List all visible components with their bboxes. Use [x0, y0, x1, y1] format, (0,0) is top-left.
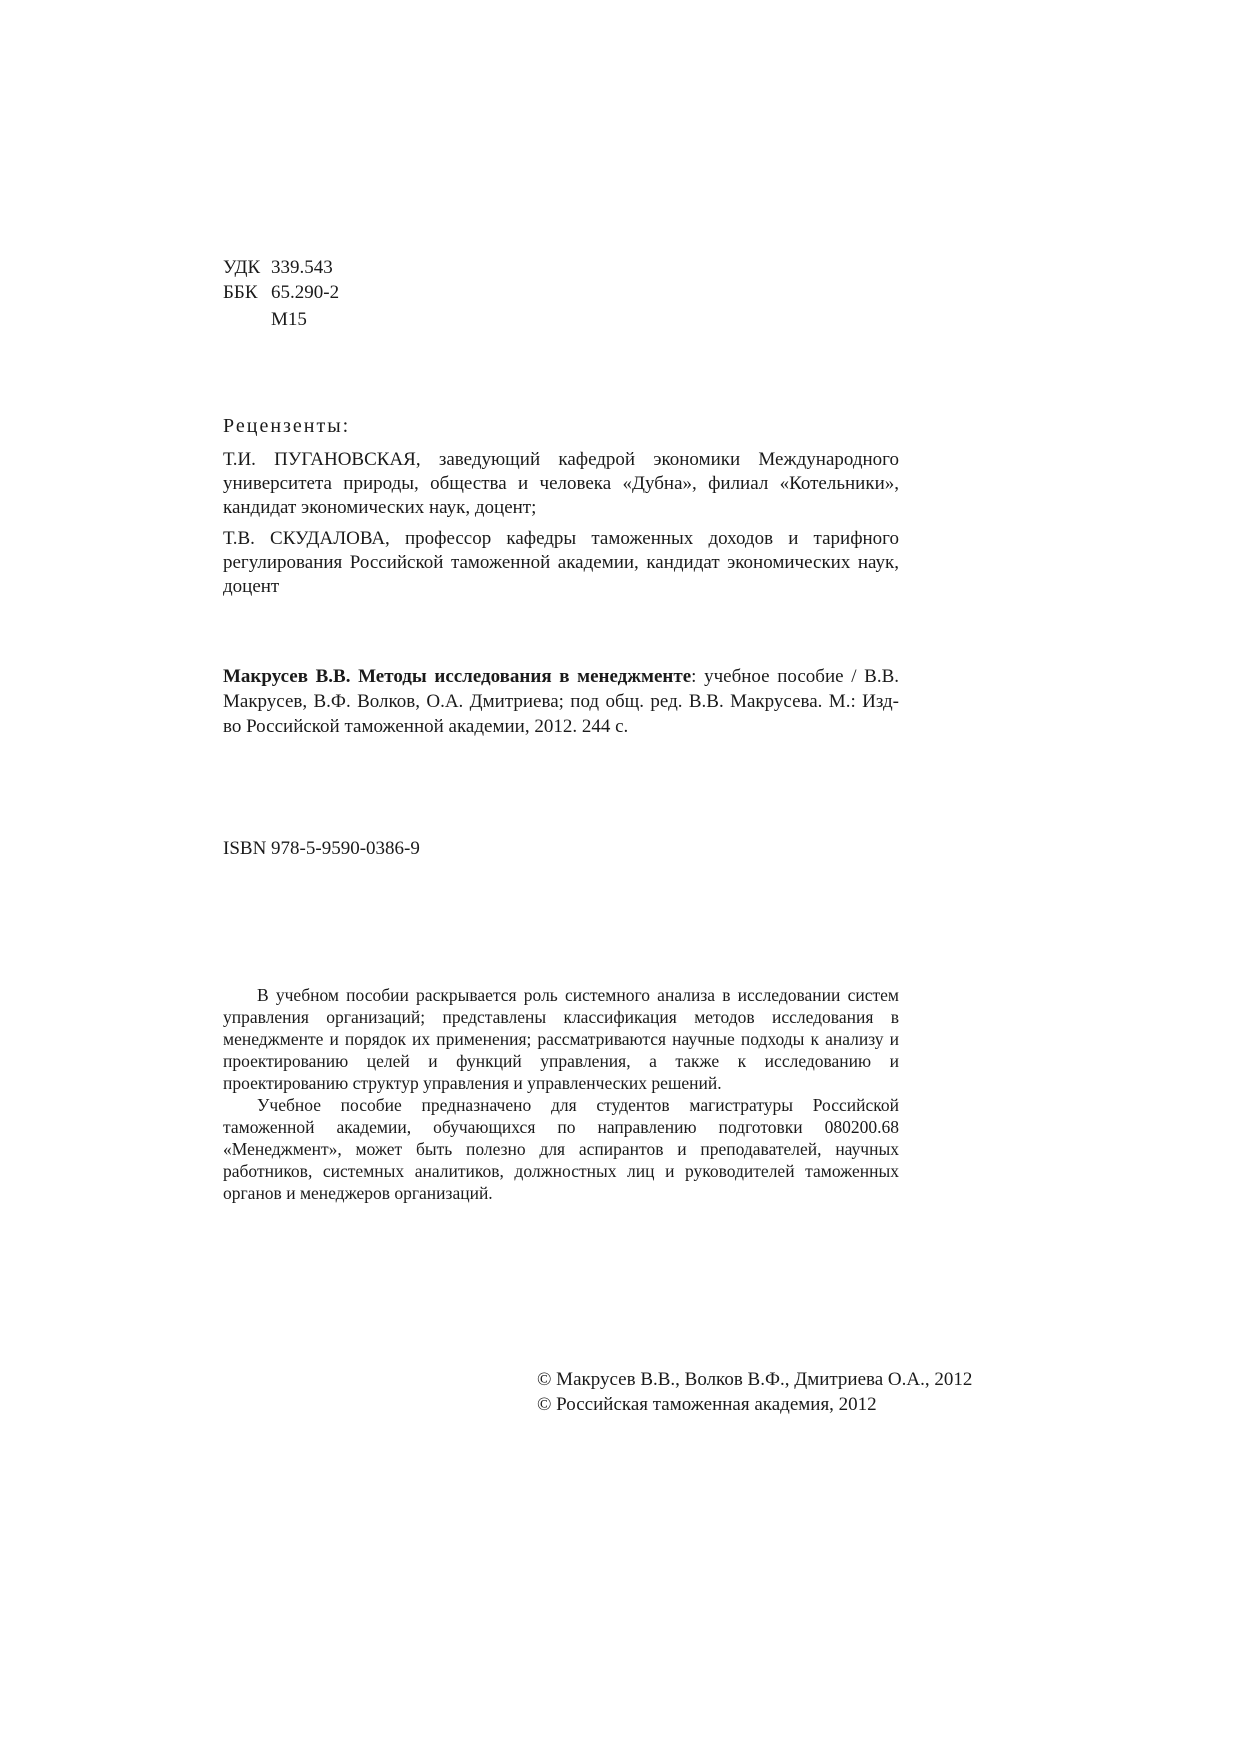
author-title: Макрусев В.В. Методы исследования в менеджменте: [223, 666, 692, 687]
reviewers-heading: Рецензенты:: [223, 415, 351, 437]
copyright-line: © Российская таможенная академия, 2012: [537, 1394, 877, 1415]
bibliographic-text: [223, 664, 899, 739]
bbk-label: ББК: [223, 282, 258, 303]
author-mark: М15: [271, 309, 307, 330]
copyright-block: [537, 1367, 1037, 1417]
copyright-line: © Макрусев В.В., Волков В.Ф., Дмитриева О.А., 2012: [537, 1369, 973, 1390]
annotation-paragraph: В учебном пособии раскрывается роль системного анализа в исследовании систем управления организаций; представлены классификация методов исследования в менеджменте и порядок их применения; рассматриваются научные подходы к анализу и проектированию целей и функций управления, а также к исследованию и проектированию структур управления и управленческих решений.: [223, 985, 899, 1093]
bibliographic-details: : учебное пособие / В.В. Макрусев, В.Ф. Волков, О.А. Дмитриева; под общ. ред. В.В. Макрусева. М.: Изд-во Российской таможенной академии, 2012. 244 с.: [223, 666, 900, 737]
bibliographic-record: [223, 664, 899, 739]
classification-block: [223, 256, 523, 333]
reviewers-block: [223, 414, 899, 606]
annotation-paragraph: Учебное пособие предназначено для студентов магистратуры Российской таможенной академии, обучающихся по направлению подготовки 080200.68 «Менеджмент», может быть полезно для аспирантов и преподавателей, научных работников, системных аналитиков, должностных лиц и руководителей таможенных органов и менеджеров организаций.: [223, 1095, 899, 1203]
reviewer-entry: Т.И. ПУГАНОВСКАЯ, заведующий кафедрой экономики Международного университета природы, общества и человека «Дубна», филиал «Котельники», кандидат экономических наук, доцент;: [223, 449, 899, 518]
udc-value: 339.543: [271, 257, 333, 278]
bbk-value: 65.290-2: [271, 282, 340, 303]
isbn: ISBN 978-5-9590-0386-9: [223, 838, 420, 859]
annotation-block: [223, 984, 899, 1204]
reviewer-entry: Т.В. СКУДАЛОВА, профессор кафедры таможенных доходов и тарифного регулирования Российской таможенной академии, кандидат экономических наук, доцент: [223, 528, 899, 597]
bbk-row: [223, 281, 523, 306]
udc-label: УДК: [223, 257, 261, 278]
udc-row: [223, 256, 523, 281]
